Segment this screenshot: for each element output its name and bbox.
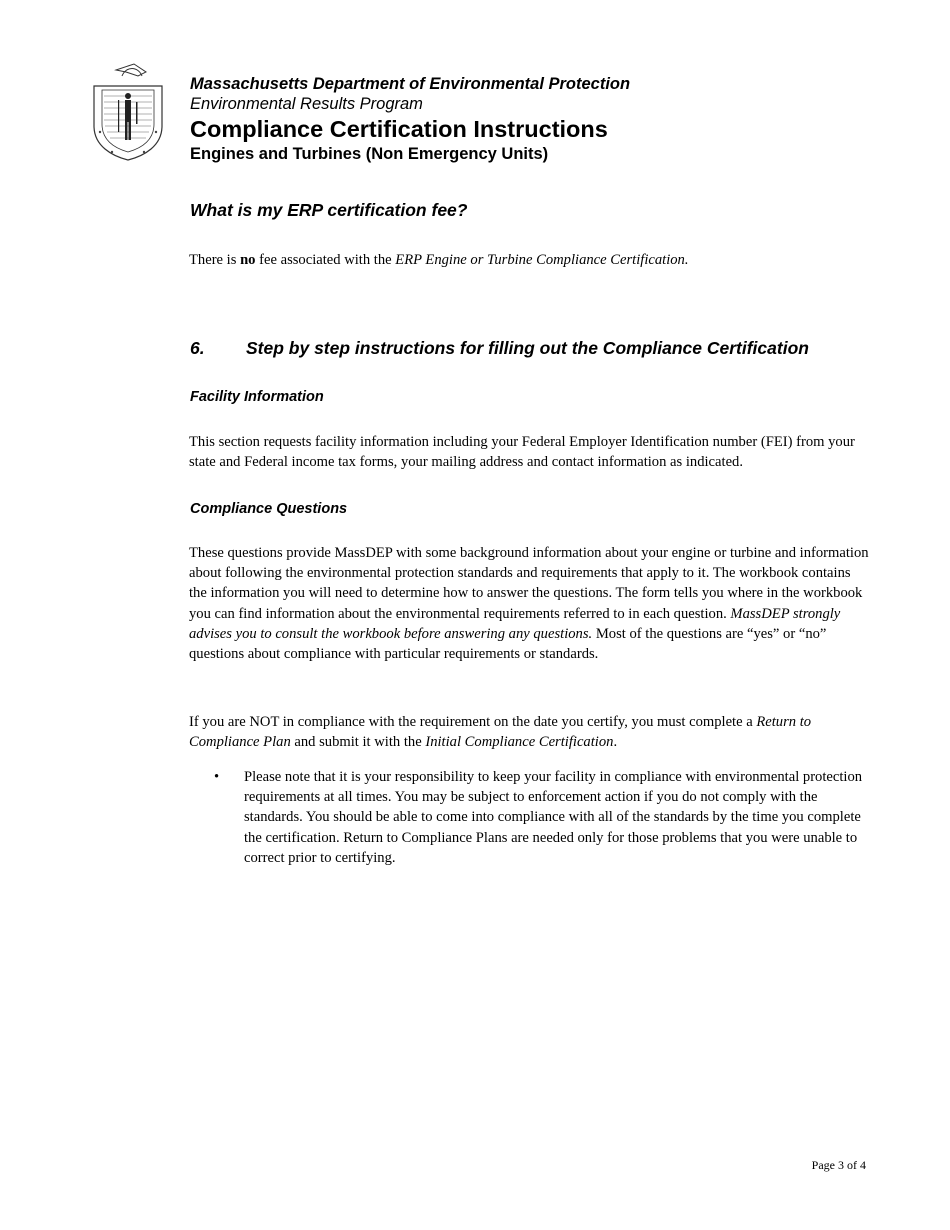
compliance-paragraph-1 [189, 543, 869, 664]
bullet-text: Please note that it is your responsibility to keep your facility in compliance with environmental protection requirements at all times. You may be subject to enforcement action if you do not comply with the standards. You should be able to come into compliance with all of the standards by the time you complete the certification. Return to Compliance Plans are needed only for those problems that you were unable to correct prior to certifying. [244, 769, 863, 866]
fee-heading: What is my ERP certification fee? [190, 200, 468, 220]
document-title: Compliance Certification Instructions [190, 116, 608, 142]
fee-text-bold: no [240, 252, 256, 268]
compliance-p2-text-c: . [613, 734, 618, 751]
document-header [190, 74, 630, 164]
compliance-p1-text-b: Most of the questions are “yes” or “no” questions about compliance with particular requirements or standards. [189, 625, 827, 663]
compliance-p2-italic-1: Return to Compliance Plan [189, 714, 812, 751]
fee-paragraph [189, 250, 869, 270]
program-name: Environmental Results Program [190, 95, 423, 113]
step-heading [190, 338, 809, 359]
fee-text-italic: ERP Engine or Turbine Compliance Certification. [395, 252, 689, 268]
compliance-p2-text-b: and submit it with the [290, 734, 426, 751]
compliance-paragraph-2 [189, 712, 869, 752]
compliance-p2-italic-2: Initial Compliance Certification [425, 734, 614, 751]
step-number: 6. [190, 338, 205, 358]
page-number: Page 3 of 4 [811, 1158, 866, 1172]
bullet-dot: • [214, 769, 220, 785]
compliance-p1-italic: MassDEP strongly advises you to consult the workbook before answering any questions. [189, 605, 841, 642]
compliance-p2-text-a: If you are NOT in compliance with the requirement on the date you certify, you must complete a [189, 714, 757, 730]
facility-info-heading: Facility Information [190, 389, 324, 405]
massachusetts-seal-logo [86, 56, 170, 164]
compliance-questions-heading: Compliance Questions [190, 501, 348, 517]
step-heading-text: Step by step instructions for filling out the Compliance Certification [246, 338, 809, 358]
compliance-bullet [214, 767, 874, 868]
agency-name: Massachusetts Department of Environmental Protection [190, 75, 631, 93]
compliance-p1-text-a: These questions provide MassDEP with some background information about your engine or turbine and information about following the environmental protection standards and requirements that apply to it. The workbook contains the information you will need to determine how to answer the questions. The form tells you where in the workbook you can find information about the environmental requirements referred to in each question. [189, 545, 869, 622]
document-subtitle: Engines and Turbines (Non Emergency Units) [190, 145, 549, 163]
fee-text-2: fee associated with the [255, 252, 396, 268]
fee-text-1: There is [189, 252, 241, 268]
facility-info-paragraph: This section requests facility information including your Federal Employer Identification number (FEI) from your state and Federal income tax forms, your mailing address and contact information as indicated. [189, 434, 855, 471]
